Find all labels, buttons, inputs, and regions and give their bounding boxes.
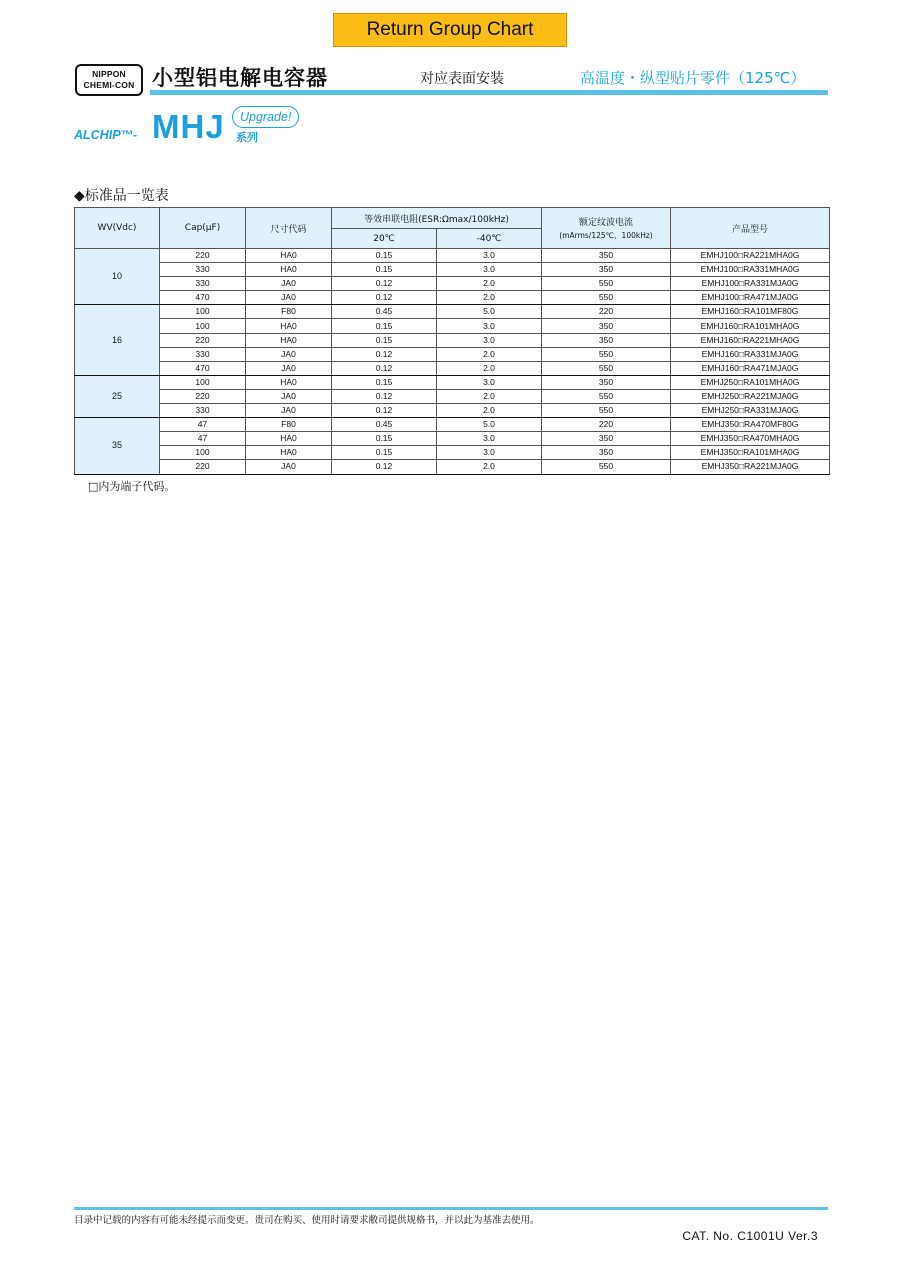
esr-m40-cell: 3.0	[437, 263, 542, 277]
header-ripple	[542, 208, 671, 249]
table-row	[75, 291, 830, 305]
size-code-cell: HA0	[246, 432, 332, 446]
footer-divider	[74, 1207, 828, 1210]
table-body	[75, 249, 830, 475]
series-prefix: ALCHIP™-	[74, 128, 138, 142]
temperature-label: 高温度・纵型贴片零件（125℃）	[580, 69, 806, 87]
esr-m40-cell: 2.0	[437, 404, 542, 418]
ripple-cell: 350	[542, 263, 671, 277]
ripple-cell: 220	[542, 305, 671, 319]
esr-m40-cell: 2.0	[437, 460, 542, 474]
cap-cell: 220	[160, 389, 246, 403]
logo-line1: NIPPON	[92, 69, 126, 79]
mount-type-label: 对应表面安装	[420, 71, 504, 87]
cap-cell: 220	[160, 333, 246, 347]
esr-m40-cell: 2.0	[437, 291, 542, 305]
table-row	[75, 389, 830, 403]
cap-cell: 330	[160, 347, 246, 361]
esr-m40-cell: 5.0	[437, 305, 542, 319]
part-number-cell: EMHJ160□RA101MF80G	[671, 305, 830, 319]
part-number-cell: EMHJ350□RA470MHA0G	[671, 432, 830, 446]
esr-20-cell: 0.15	[332, 319, 437, 333]
table-row	[75, 361, 830, 375]
esr-20-cell: 0.12	[332, 347, 437, 361]
ripple-cell: 350	[542, 249, 671, 263]
header-wv: WV(Vdc)	[75, 208, 160, 249]
cap-cell: 220	[160, 460, 246, 474]
esr-m40-cell: 2.0	[437, 347, 542, 361]
ripple-cell: 350	[542, 375, 671, 389]
wv-cell: 35	[75, 418, 160, 474]
esr-20-cell: 0.15	[332, 249, 437, 263]
ripple-cell: 550	[542, 404, 671, 418]
cap-cell: 100	[160, 446, 246, 460]
size-code-cell: JA0	[246, 277, 332, 291]
esr-m40-cell: 3.0	[437, 446, 542, 460]
ripple-cell: 220	[542, 418, 671, 432]
part-number-cell: EMHJ100□RA221MHA0G	[671, 249, 830, 263]
part-number-cell: EMHJ350□RA470MF80G	[671, 418, 830, 432]
wv-cell: 25	[75, 375, 160, 417]
cap-cell: 47	[160, 418, 246, 432]
cap-cell: 330	[160, 404, 246, 418]
size-code-cell: JA0	[246, 291, 332, 305]
part-number-cell: EMHJ160□RA471MJA0G	[671, 361, 830, 375]
esr-20-cell: 0.15	[332, 432, 437, 446]
table-row	[75, 418, 830, 432]
size-code-cell: JA0	[246, 460, 332, 474]
size-code-cell: HA0	[246, 319, 332, 333]
table-row	[75, 375, 830, 389]
size-code-cell: JA0	[246, 404, 332, 418]
esr-20-cell: 0.45	[332, 418, 437, 432]
esr-20-cell: 0.15	[332, 333, 437, 347]
esr-20-cell: 0.45	[332, 305, 437, 319]
esr-m40-cell: 2.0	[437, 389, 542, 403]
table-row	[75, 432, 830, 446]
size-code-cell: F80	[246, 418, 332, 432]
series-name: MHJ	[152, 108, 225, 145]
cap-cell: 47	[160, 432, 246, 446]
part-number-cell: EMHJ350□RA221MJA0G	[671, 460, 830, 474]
header-esr-20: 20℃	[332, 229, 437, 249]
esr-20-cell: 0.15	[332, 263, 437, 277]
header-size: 尺寸代码	[246, 208, 332, 249]
cap-cell: 470	[160, 291, 246, 305]
logo-line2: CHEMI-CON	[83, 80, 135, 90]
nippon-chemi-con-logo	[75, 64, 143, 96]
table-row	[75, 460, 830, 474]
table-row	[75, 319, 830, 333]
size-code-cell: HA0	[246, 249, 332, 263]
ripple-cell: 350	[542, 333, 671, 347]
part-number-cell: EMHJ100□RA471MJA0G	[671, 291, 830, 305]
ripple-cell: 350	[542, 446, 671, 460]
cap-cell: 220	[160, 249, 246, 263]
return-group-chart-button[interactable]: Return Group Chart	[333, 13, 567, 47]
size-code-cell: HA0	[246, 333, 332, 347]
esr-20-cell: 0.15	[332, 446, 437, 460]
series-suffix: 系列	[236, 131, 258, 144]
esr-m40-cell: 3.0	[437, 319, 542, 333]
esr-m40-cell: 3.0	[437, 333, 542, 347]
esr-m40-cell: 2.0	[437, 361, 542, 375]
part-number-cell: EMHJ100□RA331MHA0G	[671, 263, 830, 277]
header-divider	[150, 90, 828, 95]
wv-cell: 10	[75, 249, 160, 305]
header-esr: 等效串联电阻(ESR:Ωmax/100kHz)	[332, 208, 542, 229]
size-code-cell: JA0	[246, 361, 332, 375]
esr-20-cell: 0.15	[332, 375, 437, 389]
esr-m40-cell: 3.0	[437, 432, 542, 446]
ripple-cell: 550	[542, 361, 671, 375]
terminal-code-note: □内为端子代码。	[88, 480, 176, 493]
table-row	[75, 263, 830, 277]
esr-20-cell: 0.12	[332, 291, 437, 305]
esr-20-cell: 0.12	[332, 404, 437, 418]
standard-products-table	[74, 207, 830, 475]
header-cap: Cap(μF)	[160, 208, 246, 249]
footer-disclaimer: 目录中记载的内容有可能未经提示而变更。贵司在购买、使用时请要求敝司提供规格书，并以此为基准去使用。	[74, 1215, 540, 1226]
ripple-cell: 350	[542, 432, 671, 446]
part-number-cell: EMHJ250□RA331MJA0G	[671, 404, 830, 418]
size-code-cell: F80	[246, 305, 332, 319]
catalog-number: CAT. No. C1001U Ver.3	[682, 1229, 818, 1243]
part-number-cell: EMHJ100□RA331MJA0G	[671, 277, 830, 291]
part-number-cell: EMHJ160□RA221MHA0G	[671, 333, 830, 347]
cap-cell: 100	[160, 305, 246, 319]
table-row	[75, 305, 830, 319]
upgrade-badge: Upgrade!	[232, 106, 299, 128]
size-code-cell: HA0	[246, 375, 332, 389]
page-title: 小型铝电解电容器	[152, 66, 328, 90]
header-part: 产品型号	[671, 208, 830, 249]
table-row	[75, 446, 830, 460]
esr-20-cell: 0.12	[332, 361, 437, 375]
size-code-cell: HA0	[246, 446, 332, 460]
cap-cell: 100	[160, 375, 246, 389]
cap-cell: 470	[160, 361, 246, 375]
header-esr-m40: -40℃	[437, 229, 542, 249]
part-number-cell: EMHJ160□RA101MHA0G	[671, 319, 830, 333]
part-number-cell: EMHJ250□RA101MHA0G	[671, 375, 830, 389]
esr-20-cell: 0.12	[332, 389, 437, 403]
cap-cell: 330	[160, 277, 246, 291]
size-code-cell: HA0	[246, 263, 332, 277]
table-row	[75, 277, 830, 291]
esr-m40-cell: 2.0	[437, 277, 542, 291]
esr-20-cell: 0.12	[332, 277, 437, 291]
ripple-cell: 550	[542, 291, 671, 305]
ripple-cell: 550	[542, 347, 671, 361]
table-row	[75, 333, 830, 347]
section-title: ◆标准品一览表	[74, 188, 169, 204]
ripple-cell: 550	[542, 460, 671, 474]
table-row	[75, 249, 830, 263]
part-number-cell: EMHJ160□RA331MJA0G	[671, 347, 830, 361]
ripple-cell: 350	[542, 319, 671, 333]
header-ripple-label: 额定纹波电流	[578, 218, 633, 228]
size-code-cell: JA0	[246, 347, 332, 361]
table-row	[75, 404, 830, 418]
esr-m40-cell: 3.0	[437, 375, 542, 389]
ripple-cell: 550	[542, 277, 671, 291]
part-number-cell: EMHJ250□RA221MJA0G	[671, 389, 830, 403]
esr-m40-cell: 3.0	[437, 249, 542, 263]
part-number-cell: EMHJ350□RA101MHA0G	[671, 446, 830, 460]
cap-cell: 100	[160, 319, 246, 333]
esr-m40-cell: 5.0	[437, 418, 542, 432]
wv-cell: 16	[75, 305, 160, 375]
esr-20-cell: 0.12	[332, 460, 437, 474]
cap-cell: 330	[160, 263, 246, 277]
table-row	[75, 347, 830, 361]
size-code-cell: JA0	[246, 389, 332, 403]
ripple-cell: 550	[542, 389, 671, 403]
header-ripple-unit: (mArms/125℃、100kHz)	[559, 231, 653, 240]
